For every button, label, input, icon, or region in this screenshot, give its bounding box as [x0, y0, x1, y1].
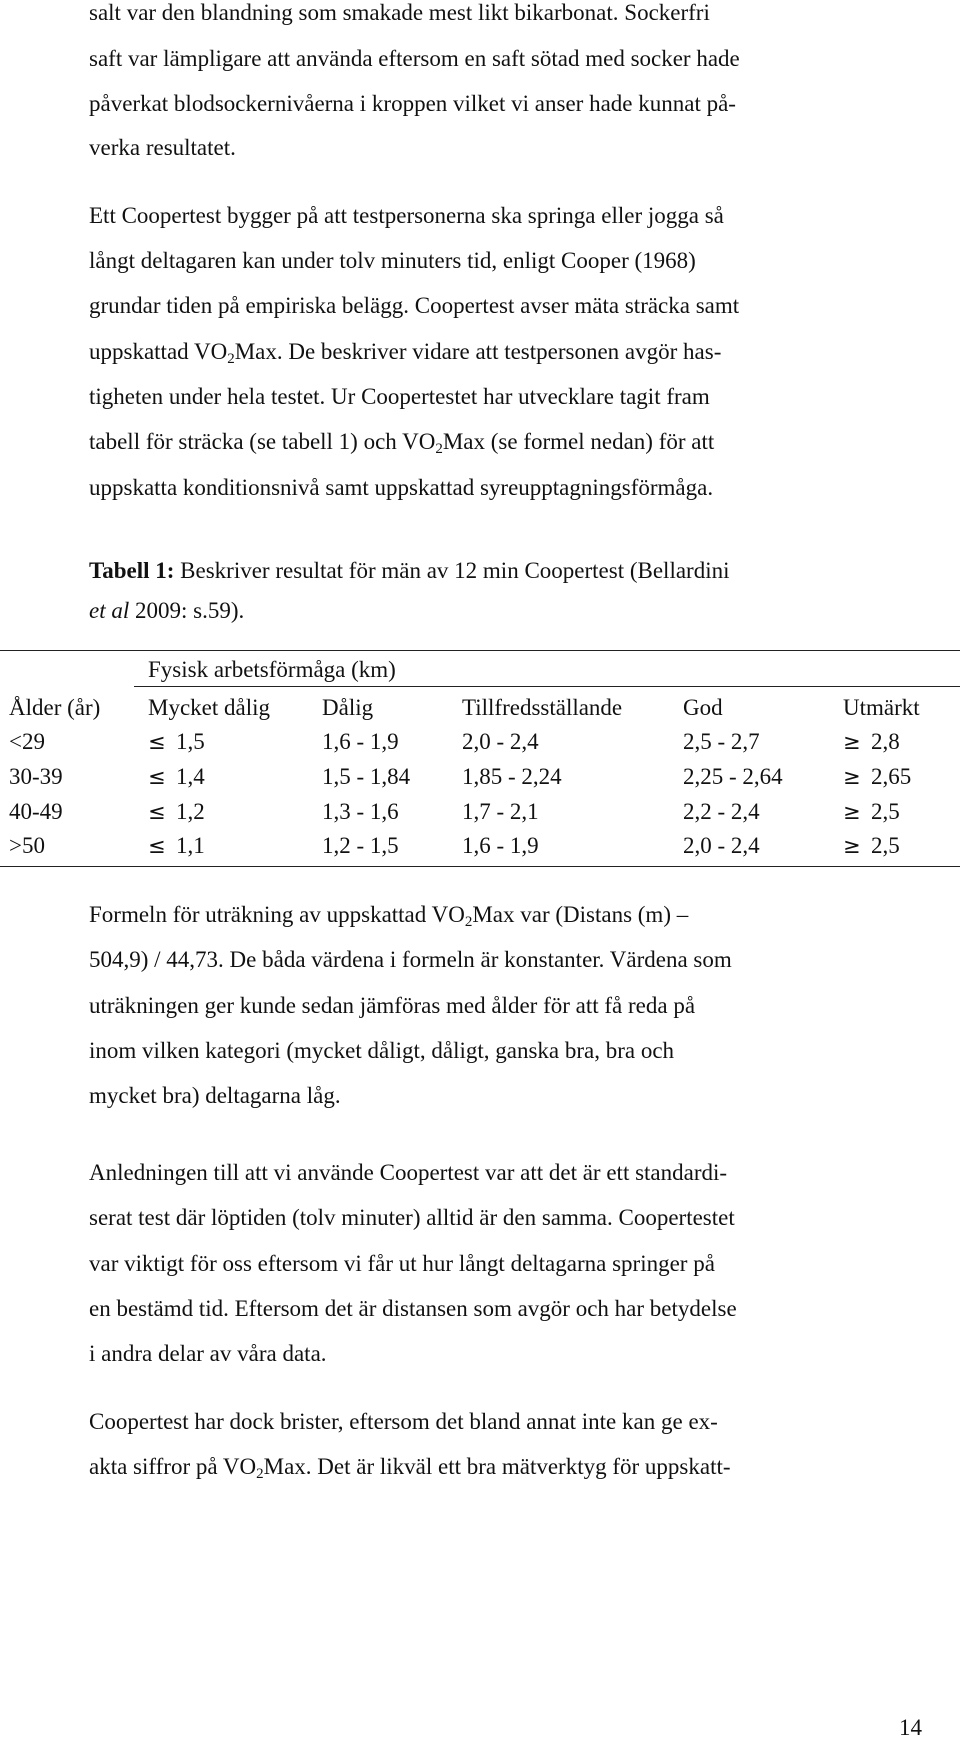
text-line: 504,9) / 44,73. De båda värdena i formeln är konstanter. Värdena som: [89, 947, 732, 972]
text-line: saft var lämpligare att använda eftersom en saft sötad med socker hade: [89, 46, 740, 71]
table-top-rule: [0, 650, 960, 651]
text-line: långt deltagaren kan under tolv minuters tid, enligt Cooper (1968): [89, 248, 696, 273]
text-line: uppskatta konditionsnivå samt uppskattad syreupptagningsförmåga.: [89, 475, 714, 500]
text-line: Coopertest har dock brister, eftersom det bland annat inte kan ge ex-: [89, 1409, 718, 1434]
table-header-rule: [134, 686, 960, 687]
text-line: grundar tiden på empiriska belägg. Coopertest avser mäta sträcka samt: [89, 293, 740, 318]
column-header: Utmärkt: [843, 695, 920, 720]
text-line: inom vilken kategori (mycket dåligt, dåligt, ganska bra, bra och: [89, 1038, 675, 1063]
table-group-header: Fysisk arbetsförmåga (km): [148, 657, 396, 682]
column-header: Tillfredsställande: [462, 695, 623, 720]
text-line: verka resultatet.: [89, 135, 236, 160]
text-line: Ett Coopertest bygger på att testpersonerna ska springa eller jogga så: [89, 203, 724, 228]
text-line: mycket bra) deltagarna låg.: [89, 1083, 341, 1108]
column-header: Mycket dålig: [148, 695, 270, 720]
table-bottom-rule: [0, 866, 960, 867]
text-line: i andra delar av våra data.: [89, 1341, 327, 1366]
column-header: God: [683, 695, 723, 720]
page-number: 14: [899, 1715, 922, 1740]
text-line: salt var den blandning som smakade mest likt bikarbonat. Sockerfri: [89, 0, 710, 25]
text-line: en bestämd tid. Eftersom det är distansen som avgör och har betydelse: [89, 1296, 737, 1321]
text-line: uträkningen ger kunde sedan jämföras med ålder för att få reda på: [89, 993, 696, 1018]
text-line: Anledningen till att vi använde Coopertest var att det är ett standardi-: [89, 1160, 728, 1185]
text-line: var viktigt för oss eftersom vi får ut hur långt deltagarna springer på: [89, 1251, 715, 1276]
column-header: Ålder (år): [9, 695, 101, 720]
text-line: uppskattad $VO_2Max$. De beskriver vidare att testpersonen avgör has-: [89, 339, 722, 367]
column-header: Dålig: [322, 695, 374, 720]
text-line: påverkat blodsockernivåerna i kroppen vilket vi anser hade kunnat på-: [89, 91, 736, 116]
text-line: tabell för sträcka (se tabell 1) och $VO_2Max$ (se formel nedan) för att: [89, 429, 715, 457]
text-line: akta siffror på $VO_2Max$. Det är likväl ett bra mätverktyg för uppskatt-: [89, 1454, 731, 1482]
text-line: Formeln för uträkning av uppskattad $VO_2Max$ var (Distans (m) –: [89, 902, 689, 930]
text-line: tigheten under hela testet. Ur Coopertestet har utvecklare tagit fram: [89, 384, 710, 409]
text-line: serat test där löptiden (tolv minuter) alltid är den samma. Coopertestet: [89, 1205, 735, 1230]
